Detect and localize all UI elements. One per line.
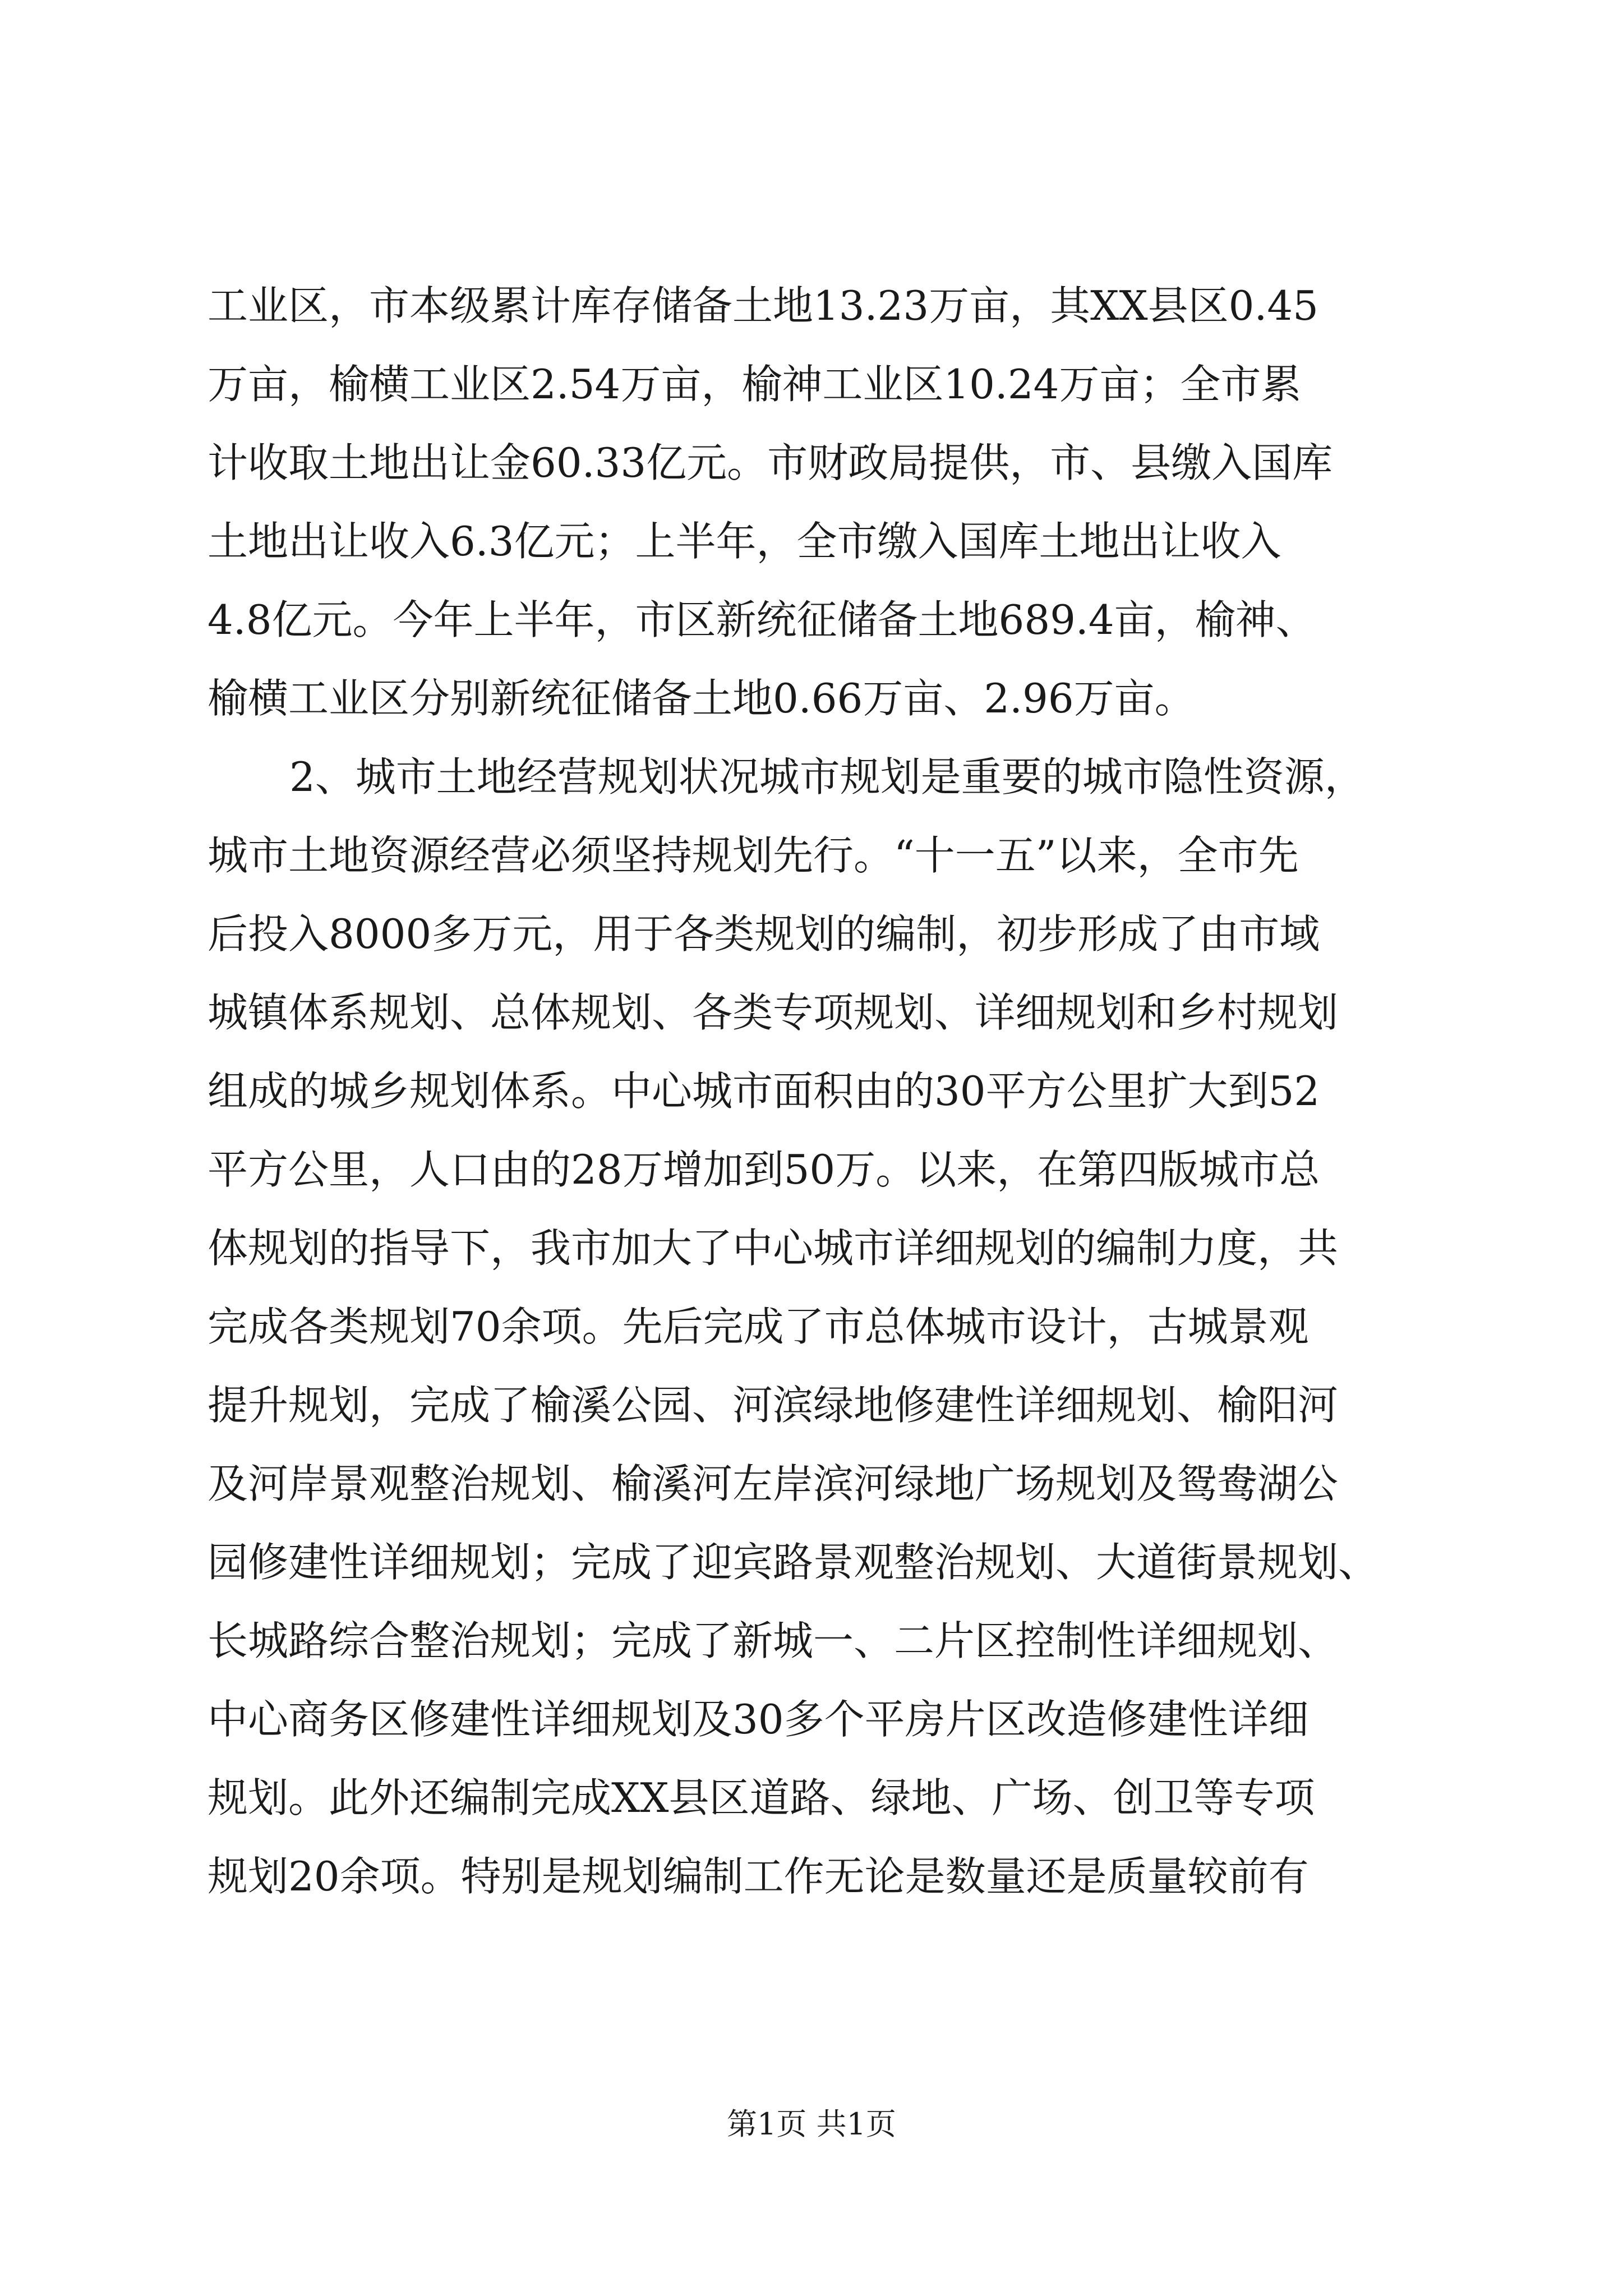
- text-line: 规划20余项。特别是规划编制工作无论是数量还是质量较前有: [208, 1853, 1309, 1900]
- text-line: 城镇体系规划、总体规划、各类专项规划、详细规划和乡村规划: [208, 989, 1339, 1036]
- text-line: 园修建性详细规划；完成了迎宾路景观整治规划、大道街景规划、: [208, 1539, 1379, 1586]
- text-line: 组成的城乡规划体系。中心城市面积由的30平方公里扩大到52: [208, 1068, 1320, 1115]
- text-line: 平方公里，人口由的28万增加到50万。以来，在第四版城市总: [208, 1146, 1320, 1193]
- text-line: 中心商务区修建性详细规划及30多个平房片区改造修建性详细: [208, 1696, 1309, 1743]
- text-line: 土地出让收入6.3亿元；上半年，全市缴入国库土地出让收入: [208, 518, 1281, 565]
- text-line: 榆横工业区分别新统征储备土地0.66万亩、2.96万亩。: [208, 675, 1195, 722]
- text-line: 城市土地资源经营必须坚持规划先行。“十一五”以来，全市先: [208, 832, 1299, 879]
- page-number-label: 第1页 共1页: [727, 2106, 896, 2142]
- text-line: 工业区，市本级累计库存储备土地13.23万亩，其XX县区0.45: [208, 282, 1318, 329]
- text-line: 长城路综合整治规划；完成了新城一、二片区控制性详细规划、: [208, 1617, 1339, 1664]
- text-line: 提升规划，完成了榆溪公园、河滨绿地修建性详细规划、榆阳河: [208, 1382, 1339, 1429]
- text-line: 4.8亿元。今年上半年，市区新统征储备土地689.4亩，榆神、: [208, 596, 1316, 643]
- paragraph-first-line: 2、城市土地经营规划状况城市规划是重要的城市隐性资源，: [289, 753, 1365, 800]
- text-line: 完成各类规划70余项。先后完成了市总体城市设计，古城景观: [208, 1303, 1309, 1350]
- text-line: 计收取土地出让金60.33亿元。市财政局提供，市、县缴入国库: [208, 439, 1333, 486]
- page-footer: [0, 2105, 1623, 2144]
- document-body: [208, 266, 1419, 1916]
- text-line: 及河岸景观整治规划、榆溪河左岸滨河绿地广场规划及鸳鸯湖公: [208, 1460, 1339, 1507]
- text-line: 万亩，榆横工业区2.54万亩，榆神工业区10.24万亩；全市累: [208, 361, 1302, 408]
- text-line: 体规划的指导下，我市加大了中心城市详细规划的编制力度，共: [208, 1225, 1339, 1272]
- text-line: 规划。此外还编制完成XX县区道路、绿地、广场、创卫等专项: [208, 1774, 1315, 1821]
- text-line: 后投入8000多万元，用于各类规划的编制，初步形成了由市域: [208, 910, 1320, 958]
